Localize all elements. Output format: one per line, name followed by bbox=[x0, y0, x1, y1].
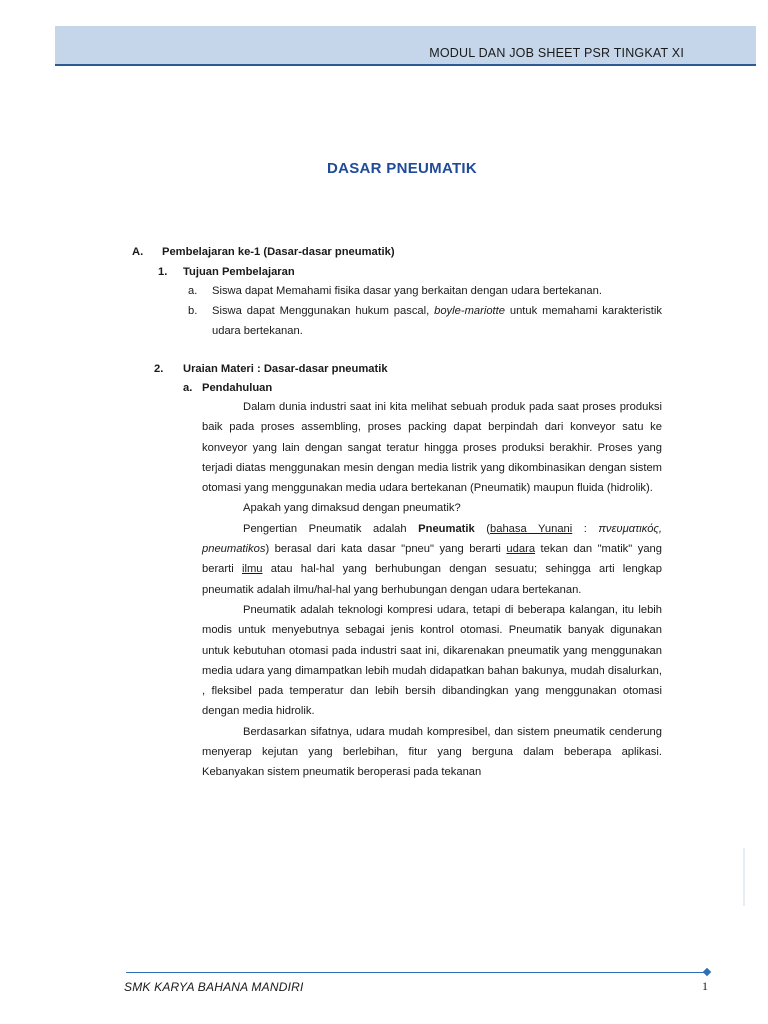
section-a-marker: A. bbox=[132, 246, 144, 258]
paragraph-technology: Pneumatik adalah teknologi kompresi udara, tetapi di beberapa kalangan, itu lebih modis untuk menyebutnya sebagai jenis kontrol otomasi. Pneumatik banyak digunakan untuk kebutuhan otomasi pada industri saat ini, dikarenakan pneumatik yang menggunakan media udara yang dimampatkan lebih mudah didapatkan bahan bakunya, mudah disalurkan, , fleksibel pada temperatur dan lebih bersih dibandingkan yang menggunakan otomasi dengan media hidrolik. bbox=[202, 603, 662, 718]
item-1-heading: Tujuan Pembelajaran bbox=[183, 266, 295, 278]
body-text bbox=[202, 397, 662, 783]
paragraph-definition: Pengertian Pneumatik adalah Pneumatik (bahasa Yunani : πνευματικός, pneumatikos) berasal dari kata dasar "pneu" yang berarti udara tekan dan "matik" yang berarti ilmu atau hal-hal yang berhubungan dengan sesuatu; sehingga arti lengkap pneumatik adalah ilmu/hal-hal yang berhubungan dengan udara bertekanan. bbox=[202, 522, 662, 596]
header-title: MODUL DAN JOB SHEET PSR TINGKAT XI bbox=[429, 46, 684, 60]
page-number: 1 bbox=[702, 979, 708, 993]
header-rule bbox=[55, 64, 756, 66]
subsection-a-marker: a. bbox=[183, 382, 193, 394]
footer-diamond-icon bbox=[703, 968, 711, 976]
item-2-marker: 2. bbox=[154, 363, 164, 375]
item-2-heading: Uraian Materi : Dasar-dasar pneumatik bbox=[183, 363, 388, 375]
objective-a-marker: a. bbox=[188, 285, 198, 297]
paragraph-question: Apakah yang dimaksud dengan pneumatik? bbox=[243, 502, 461, 515]
item-1-marker: 1. bbox=[158, 266, 168, 278]
footer-rule bbox=[126, 972, 707, 973]
margin-mark bbox=[743, 848, 745, 906]
objective-b-marker: b. bbox=[188, 305, 198, 317]
section-a-heading: Pembelajaran ke-1 (Dasar-dasar pneumatik) bbox=[162, 246, 395, 258]
footer-school: SMK KARYA BAHANA MANDIRI bbox=[124, 980, 304, 994]
objective-b-text: Siswa dapat Menggunakan hukum pascal, boyle-mariotte untuk memahami karakteristik udara bertekanan. bbox=[212, 305, 662, 338]
objective-a-text: Siswa dapat Memahami fisika dasar yang berkaitan dengan udara bertekanan. bbox=[212, 285, 602, 297]
paragraph-properties: Berdasarkan sifatnya, udara mudah kompresibel, dan sistem pneumatik cenderung menyerap kejutan yang berlebihan, fitur yang berguna dalam beberapa aplikasi. Kebanyakan sistem pneumatik beroperasi pada tekanan bbox=[202, 725, 662, 779]
paragraph-intro: Dalam dunia industri saat ini kita melihat sebuah produk pada saat proses produksi baik pada proses assembling, proses packing dapat berpindah dari konveyor satu ke konveyor yang lain dengan sangat teratur hingga proses produksi berakhir. Proses yang terjadi diatas menggunakan mesin dengan media listrik yang dikombinasikan dengan sistem otomasi yang menggunakan media udara bertekanan (Pneumatik) maupun fluida (hidrolik). bbox=[202, 401, 662, 495]
page-title: DASAR PNEUMATIK bbox=[326, 160, 478, 177]
subsection-a-heading: Pendahuluan bbox=[202, 382, 273, 394]
